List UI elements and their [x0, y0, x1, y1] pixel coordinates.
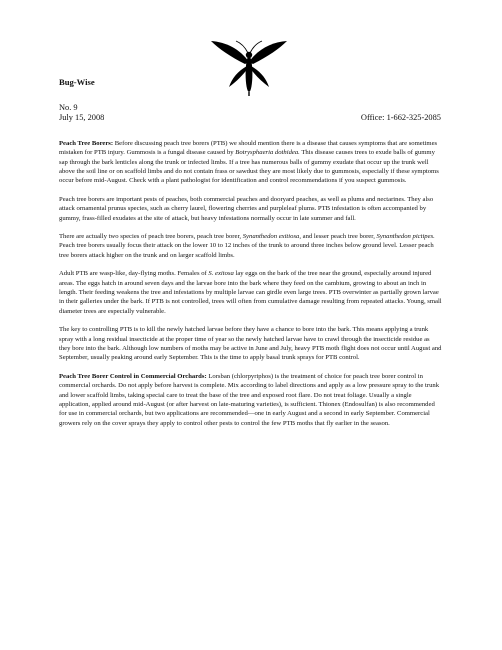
- scientific-name: Botrysphaeria dothidea.: [235, 149, 300, 157]
- section-heading: Peach Tree Borers:: [59, 140, 114, 147]
- paragraph-control-key: The key to controlling PTB is to kill the newly hatched larvae before they have a chance to bore into the bark. This means applying a trunk spray with a long residual insecticide at the proper time of year so the newly hatched larvae have to crawl through the insecticide residue as they bore into the bark. Although low numbers of moths may be active in June and July, heavy PTB moth flight does not occur until August and September, usually peaking around early September. This is the time to apply basal trunk sprays for PTB control.: [59, 326, 442, 362]
- paragraph-adult-ptb: Adult PTB are wasp-like, day-flying moths. Females of S. exitosa lay eggs on the bark of the tree near the ground, especially around injured areas. The eggs hatch in around seven days and the larvae bore into the bark where they feed on the cambium, growing to about an inch in length. Their feeding weakens the tree and infestations by multiple larvae can girdle even large trees. PTB overwinter as partially grown larvae in their galleries under the bark. If PTB is not controlled, trees will often from cumulative damage resulting from repeated attacks. Young, small diameter trees are especially vulnerable.: [59, 270, 442, 315]
- article-body: [59, 139, 442, 428]
- issue-date: July 15, 2008: [59, 113, 105, 122]
- paragraph-gummosis: Peach Tree Borers: Before discussing peach tree borers (PTB) we should mention there is a disease that causes symptoms that are sometimes mistaken for PTB injury. Gummosis is a fungal disease caused by Botrysphaeria dothidea. This disease causes trees to exude balls of gummy sap through the bark lenticles along the trunk or infected limbs. If a tree has numerous balls of gummy exudate that occur up the trunk well above the soil line or on scaffold limbs and do not contain frass or sawdust they are most likely due to gummosis, especially if these symptoms occur before mid-August. Check with a plant pathologist for identification and control recommendations if you suspect gummosis.: [59, 140, 439, 185]
- moth-logo-icon: [208, 40, 290, 96]
- newsletter-title: Bug-Wise: [59, 77, 95, 87]
- scientific-name: Synanthedon pictipes.: [376, 233, 435, 241]
- date-office-line: [59, 113, 441, 122]
- section-heading: Peach Tree Borer Control in Commercial Orchards:: [59, 372, 207, 380]
- scientific-name: Synanthedon exitiosa,: [242, 233, 302, 241]
- paragraph-pest-importance: Peach tree borers are important pests of peaches, both commercial peaches and dooryard peaches, as well as plums and nectarines. They also attack ornamental prunus species, such as cherry laurel, flowering cherries and purpleleaf plums. PTB infestation is often accompanied by gummy, frass-filled exudates at the site of attack, but heavy infestations normally occur in late summer and fall.: [59, 195, 434, 222]
- scientific-name: S. exitosa: [208, 270, 234, 278]
- paragraph-species: There are actually two species of peach tree borers, peach tree borer, Synanthedon exitiosa, and lesser peach tree borer, Synanthedon pictipes. Peach tree borers usually focus their attack on the lower 10 to 12 inches of the trunk to around three inches below ground level. Lesser peach tree borers attack higher on the trunk and on larger scaffold limbs.: [59, 233, 435, 259]
- paragraph-commercial-control: Peach Tree Borer Control in Commercial Orchards: Lorsban (chlorpyriphos) is the treatment of choice for peach tree borer control in commercial orchards. Do not apply before harvest is complete. Mix according to label directions and apply as a low pressure spray to the trunk and lower scaffold limbs, taking special care to treat the base of the tree and exposed root flare. Do not treat foliage. Usually a single application, applied around mid-August (or after harvest on late-maturing varieties), is sufficient. Thionex (Endosulfan) is also recommended for use in commercial orchards, but two applications are recommended—one in early August and a second in early September. Commercial growers rely on the cover sprays they apply to control other pests to control the few PTB moths that fly earlier in the season.: [59, 372, 440, 427]
- issue-number: No. 9: [59, 103, 78, 112]
- office-phone: Office: 1-662-325-2085: [360, 113, 441, 122]
